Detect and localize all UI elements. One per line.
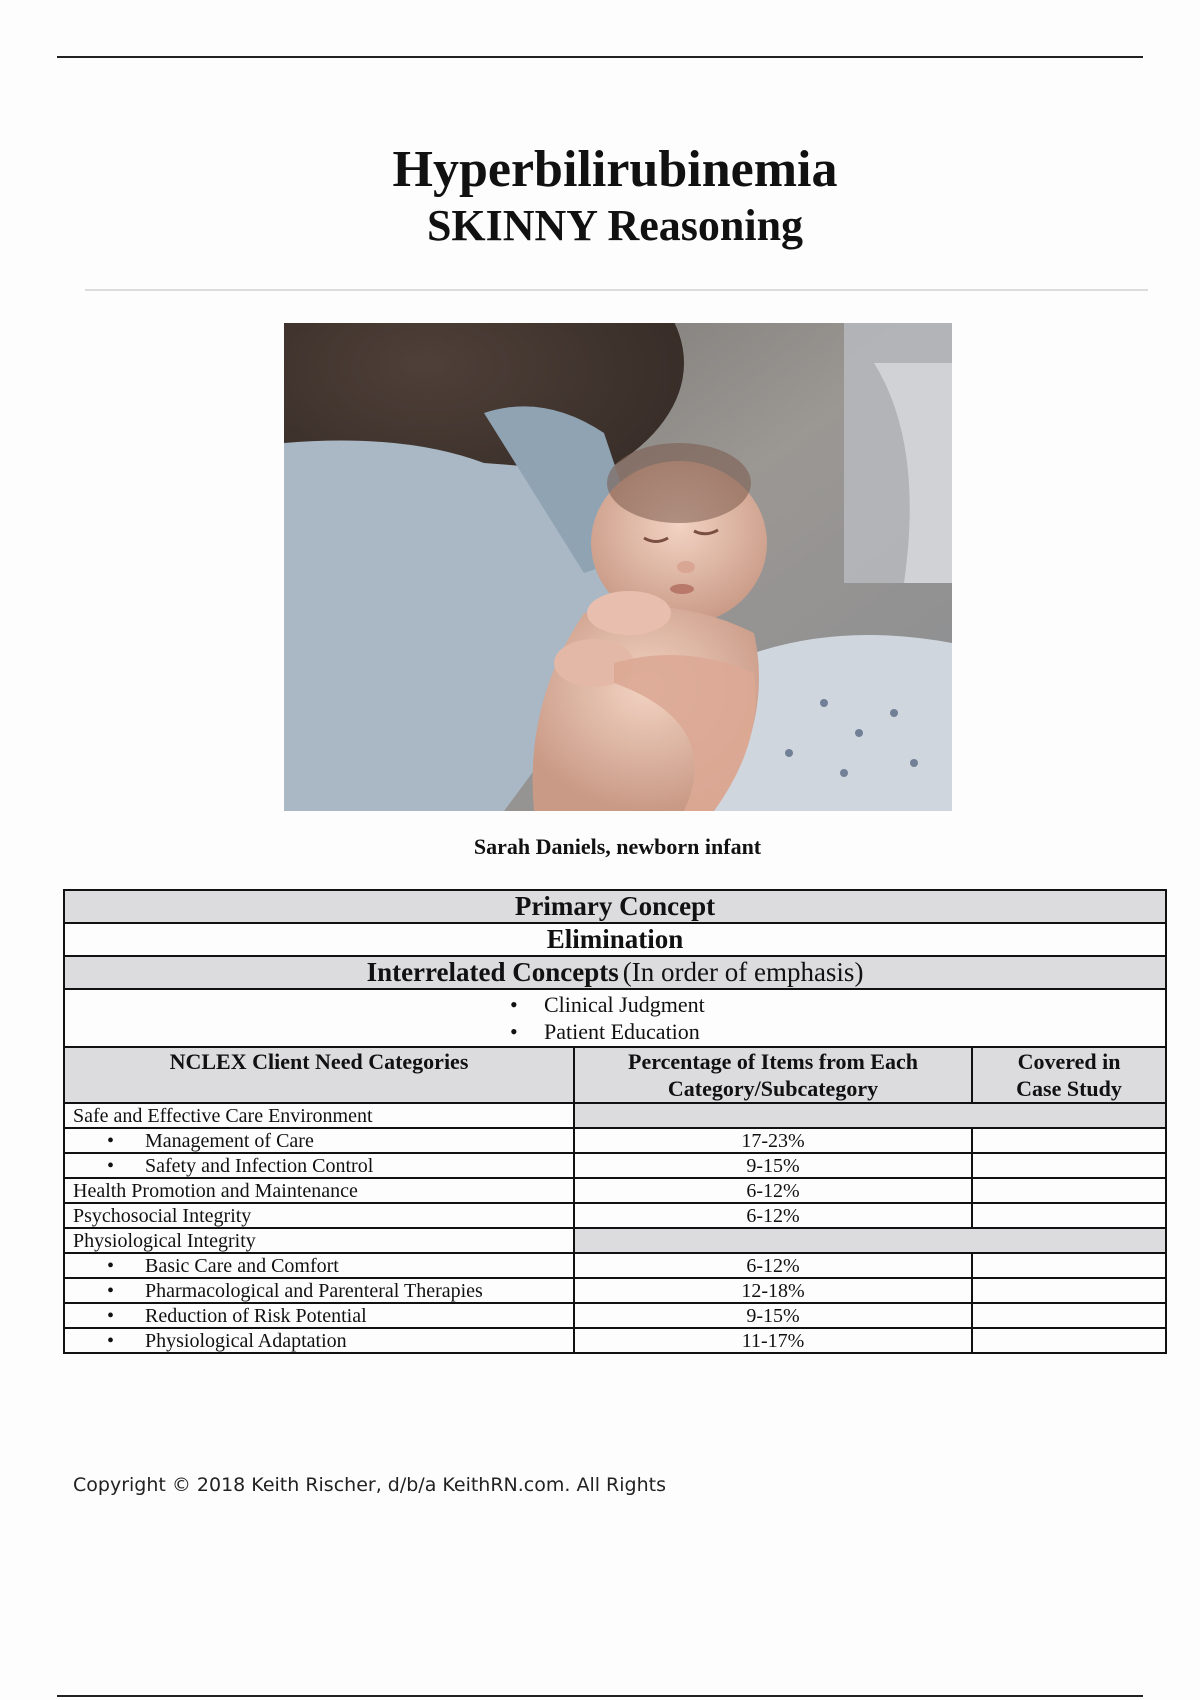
table-row: Physiological Integrity: [64, 1228, 1166, 1253]
page-title: Hyperbilirubinemia: [392, 141, 838, 198]
copyright-notice: Copyright © 2018 Keith Rischer, d/b/a KeithRN.com. All Rights: [73, 1474, 666, 1496]
photo-illustration: [284, 323, 952, 811]
table-row: Safe and Effective Care Environment: [64, 1103, 1166, 1128]
primary-concept-value: Elimination: [64, 923, 1166, 956]
photo-caption: Sarah Daniels, newborn infant: [473, 834, 762, 859]
table-row: Health Promotion and Maintenance 6-12%: [64, 1178, 1166, 1203]
top-rule: [57, 56, 1143, 58]
col-header-covered: Covered in Case Study: [972, 1047, 1166, 1103]
col-header-category: NCLEX Client Need Categories: [64, 1047, 574, 1103]
table-row: • Pharmacological and Parenteral Therapies 12-18%: [64, 1278, 1166, 1303]
newborn-photo: [284, 323, 952, 811]
title-divider: [85, 289, 1148, 291]
bottom-rule: [57, 1695, 1143, 1697]
title-block: [0, 140, 1200, 252]
table-row: Psychosocial Integrity 6-12%: [64, 1203, 1166, 1228]
table-row: • Physiological Adaptation 11-17%: [64, 1328, 1166, 1353]
interrelated-note: (In order of emphasis): [622, 957, 864, 987]
concept-table: [63, 889, 1167, 1354]
interrelated-concepts-list: [64, 989, 1166, 1047]
table-row: • Safety and Infection Control 9-15%: [64, 1153, 1166, 1178]
table-row: • Basic Care and Comfort 6-12%: [64, 1253, 1166, 1278]
list-item: • Clinical Judgment: [510, 991, 720, 1018]
page-subtitle: SKINNY Reasoning: [426, 201, 804, 250]
col-header-percentage: Percentage of Items from Each Category/Subcategory: [574, 1047, 972, 1103]
table-row: • Reduction of Risk Potential 9-15%: [64, 1303, 1166, 1328]
interrelated-concepts-header: [64, 956, 1166, 989]
primary-concept-label: Primary Concept: [64, 890, 1166, 923]
list-item: • Patient Education: [510, 1018, 720, 1045]
table-row: • Management of Care 17-23%: [64, 1128, 1166, 1153]
interrelated-label: Interrelated Concepts: [366, 957, 619, 987]
